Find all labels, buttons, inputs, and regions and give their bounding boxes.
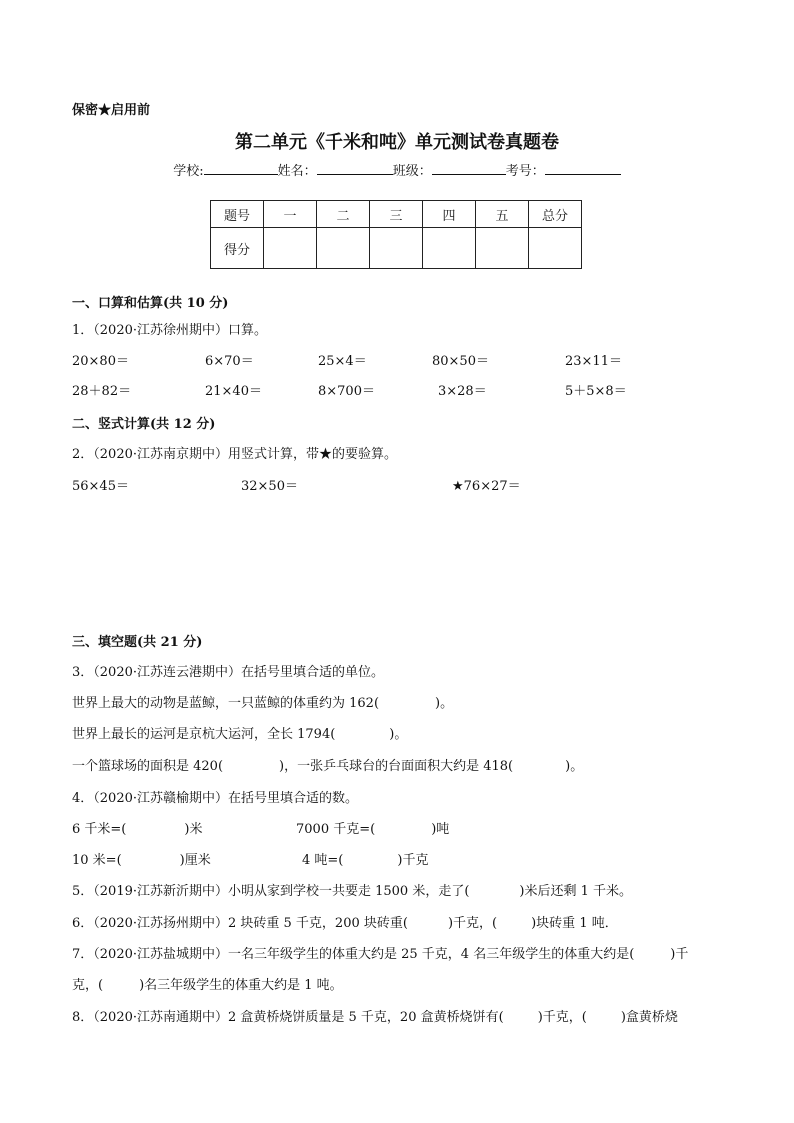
score-header-cell: 一: [264, 201, 317, 228]
fill-line: [72, 849, 211, 868]
fill-line: [72, 880, 632, 899]
fill-line: [72, 723, 407, 742]
number-blank[interactable]: [545, 161, 621, 175]
calc-item: 8×700＝: [318, 384, 375, 399]
fill-text: )盒黄桥烧: [620, 1010, 678, 1025]
fill-text: 4 吨=(: [302, 853, 344, 868]
section-heading: 三、填空题(共 21 分): [72, 635, 203, 650]
fill-line: [72, 818, 202, 837]
fill-text: )。: [435, 696, 454, 711]
calc-item: ★76×27＝: [452, 479, 521, 494]
score-header-cell: 三: [370, 201, 423, 228]
fill-text: 8．（2020·江苏南通期中）2 盒黄桥烧饼质量是 5 千克，20 盒黄桥烧饼有(: [72, 1010, 504, 1025]
fill-text: 5．（2019·江苏新沂期中）小明从家到学校一共要走 1500 米，走了(: [72, 884, 470, 899]
score-input-cell[interactable]: [317, 228, 370, 269]
score-input-cell[interactable]: [476, 228, 529, 269]
fill-text: 7．（2020·江苏盐城期中）一名三年级学生的体重大约是 25 千克，4 名三年级学生的体重大约是(: [72, 947, 635, 962]
fill-line: [72, 943, 688, 962]
page-title: 第二单元《千米和吨》单元测试卷真题卷: [235, 132, 559, 153]
fill-line: [72, 1006, 678, 1025]
fill-text: )块砖重 1 吨．: [531, 916, 618, 931]
fill-text: )千克，(: [447, 916, 498, 931]
score-input-cell[interactable]: [423, 228, 476, 269]
calc-item: 20×80＝: [72, 354, 129, 369]
score-input-cell[interactable]: [370, 228, 423, 269]
fill-text: )千克，(: [537, 1010, 587, 1025]
name-label: 姓名：: [277, 164, 317, 179]
question-text: 2．（2020·江苏南京期中）用竖式计算，带★的要验算。: [72, 447, 397, 462]
number-label: 考号：: [505, 164, 545, 179]
fill-line: [72, 912, 618, 931]
fill-text: 7000 千克=(: [296, 822, 376, 837]
calc-item: 5＋5×8＝: [565, 384, 627, 399]
calc-item: 25×4＝: [318, 354, 367, 369]
calc-item: 6×70＝: [205, 354, 254, 369]
question-text: 1．（2020·江苏徐州期中）口算。: [72, 323, 267, 338]
fill-text: )名三年级学生的体重大约是 1 吨。: [139, 978, 343, 993]
confidential-label: 保密★启用前: [72, 103, 151, 118]
fill-line: [302, 849, 428, 868]
fill-text: 世界上最大的动物是蓝鲸，一只蓝鲸的体重约为 162(: [72, 696, 380, 711]
section-heading: 二、竖式计算(共 12 分): [72, 417, 216, 432]
score-header-cell: 题号: [211, 201, 264, 228]
question-text: 3．（2020·江苏连云港期中）在括号里填合适的单位。: [72, 665, 384, 680]
fill-text: )。: [389, 727, 408, 742]
fill-text: )厘米: [179, 853, 211, 868]
fill-text: 10 米=(: [72, 853, 122, 868]
calc-item: 28＋82＝: [72, 384, 132, 399]
calc-item: 80×50＝: [432, 354, 489, 369]
fill-line: [72, 755, 583, 774]
calc-item: 23×11＝: [565, 354, 622, 369]
fill-text: 世界上最长的运河是京杭大运河，全长 1794(: [72, 727, 336, 742]
question-text: 4．（2020·江苏赣榆期中）在括号里填合适的数。: [72, 791, 358, 806]
class-label: 班级：: [392, 164, 432, 179]
fill-line: [72, 692, 453, 711]
score-input-cell[interactable]: [529, 228, 582, 269]
fill-text: 克，(: [72, 978, 104, 993]
score-header-cell: 四: [423, 201, 476, 228]
fill-text: )。: [565, 759, 584, 774]
calc-item: 3×28＝: [438, 384, 487, 399]
name-blank[interactable]: [317, 161, 393, 175]
score-header-cell: 总分: [529, 201, 582, 228]
fill-line: [296, 818, 449, 837]
score-table: [210, 200, 582, 269]
score-row-label: 得分: [211, 228, 264, 269]
fill-text: )千: [670, 947, 689, 962]
calc-item: 56×45＝: [72, 479, 129, 494]
calc-item: 32×50＝: [241, 479, 298, 494]
fill-text: )米后还剩 1 千米。: [519, 884, 633, 899]
fill-text: 一个篮球场的面积是 420(: [72, 759, 224, 774]
fill-text: 6 千米=(: [72, 822, 127, 837]
fill-text: )千克: [397, 853, 429, 868]
student-info-line: [0, 160, 794, 179]
calc-item: 21×40＝: [205, 384, 262, 399]
fill-text: )，一张乒乓球台的台面面积大约是 418(: [279, 759, 514, 774]
fill-line: [72, 974, 343, 993]
section-heading: 一、口算和估算(共 10 分): [72, 296, 229, 311]
score-input-cell[interactable]: [264, 228, 317, 269]
fill-text: 6．（2020·江苏扬州期中）2 块砖重 5 千克，200 块砖重(: [72, 916, 408, 931]
fill-text: )吨: [431, 822, 450, 837]
school-blank[interactable]: [204, 161, 278, 175]
class-blank[interactable]: [432, 161, 506, 175]
score-header-cell: 二: [317, 201, 370, 228]
fill-text: )米: [184, 822, 203, 837]
score-header-cell: 五: [476, 201, 529, 228]
school-label: 学校:: [173, 164, 204, 179]
